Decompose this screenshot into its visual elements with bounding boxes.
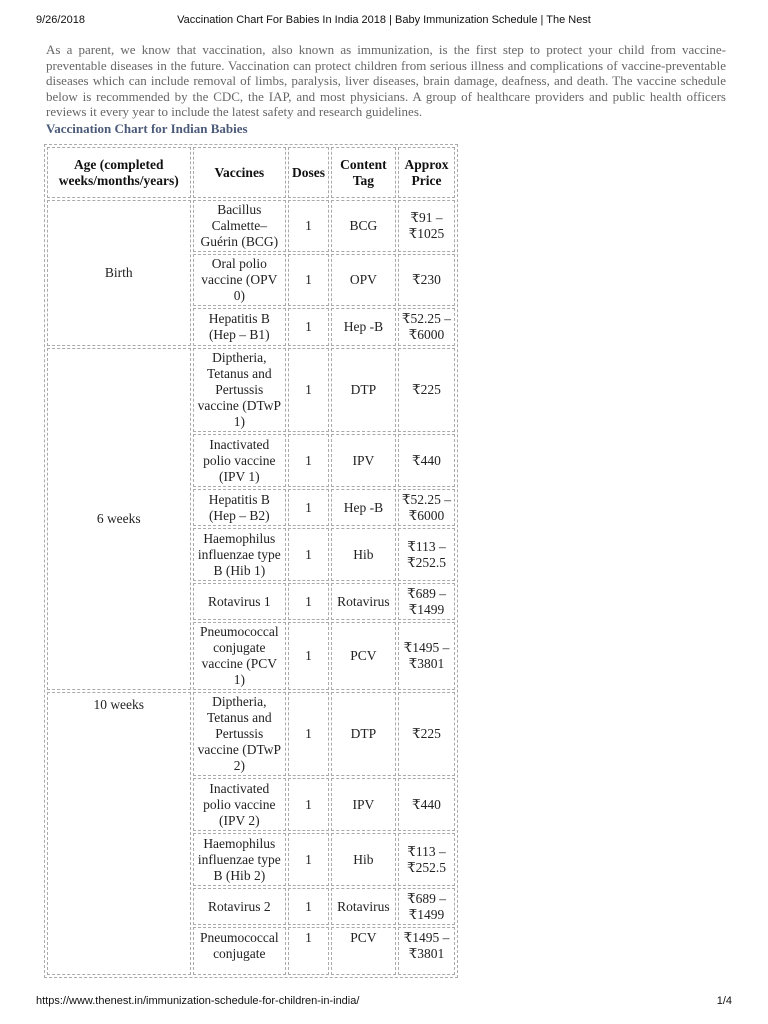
doses-cell: 1 bbox=[288, 200, 329, 252]
vaccine-cell: Rotavirus 2 bbox=[193, 888, 287, 925]
price-cell: ₹689 – ₹1499 bbox=[398, 888, 455, 925]
page-title: Vaccination Chart For Babies In India 2018 | Baby Immunization Schedule | The Nest bbox=[177, 14, 591, 26]
price-cell: ₹225 bbox=[398, 692, 455, 776]
doses-cell: 1 bbox=[288, 308, 329, 346]
table-header-row bbox=[47, 147, 455, 198]
tag-cell: DTP bbox=[331, 692, 396, 776]
tag-cell: OPV bbox=[331, 254, 396, 306]
price-cell: ₹440 bbox=[398, 778, 455, 831]
table-row bbox=[47, 200, 455, 252]
doses-cell: 1 bbox=[288, 833, 329, 886]
price-cell: ₹689 – ₹1499 bbox=[398, 583, 455, 620]
doses-cell: 1 bbox=[288, 692, 329, 776]
vaccination-table-container bbox=[44, 144, 460, 992]
price-cell: ₹230 bbox=[398, 254, 455, 306]
vaccine-cell: Diptheria, Tetanus and Pertussis vaccine (DTwP 2) bbox=[193, 692, 287, 776]
vaccine-cell: Inactivated polio vaccine (IPV 2) bbox=[193, 778, 287, 831]
price-cell: ₹1495 – ₹3801 bbox=[398, 622, 455, 690]
tag-cell: IPV bbox=[331, 778, 396, 831]
doses-cell: 1 bbox=[288, 348, 329, 432]
doses-cell: 1 bbox=[288, 927, 329, 975]
vaccination-table bbox=[44, 144, 458, 978]
source-url[interactable]: https://www.thenest.in/immunization-schedule-for-children-in-india/ bbox=[36, 995, 360, 1007]
vaccine-cell: Pneumococcal conjugate vaccine (PCV 1) bbox=[193, 622, 287, 690]
tag-cell: Rotavirus bbox=[331, 583, 396, 620]
tag-cell: Hib bbox=[331, 833, 396, 886]
page-number: 1/4 bbox=[716, 995, 732, 1007]
vaccine-cell: Inactivated polio vaccine (IPV 1) bbox=[193, 434, 287, 487]
header-age: Age (completed weeks/months/years) bbox=[47, 147, 191, 198]
intro-paragraph: As a parent, we know that vaccination, also known as immunization, is the first step to protect your child from vaccine-preventable diseases in the future. Vaccination can protect children from serious illness and complications of vaccine-preventable diseases which can include removal of limbs, paralysis, liver diseases, brain damage, deafness, and death. The vaccine schedule below is recommended by the CDC, the IAP, and most physicians. A group of healthcare providers and public health officers reviews it every year to include the latest safety and research guidelines. bbox=[46, 42, 726, 119]
vaccine-cell: Pneumococcal conjugate bbox=[193, 927, 287, 975]
vaccine-cell: Hepatitis B (Hep – B1) bbox=[193, 308, 287, 346]
vaccine-cell: Bacillus Calmette–Guérin (BCG) bbox=[193, 200, 287, 252]
age-cell: Birth bbox=[47, 200, 191, 346]
price-cell: ₹113 – ₹252.5 bbox=[398, 833, 455, 886]
tag-cell: Hib bbox=[331, 528, 396, 581]
vaccine-cell: Haemophilus influenzae type B (Hib 2) bbox=[193, 833, 287, 886]
price-cell: ₹91 – ₹1025 bbox=[398, 200, 455, 252]
vaccine-cell: Diptheria, Tetanus and Pertussis vaccine (DTwP 1) bbox=[193, 348, 287, 432]
tag-cell: IPV bbox=[331, 434, 396, 487]
vaccine-cell: Hepatitis B (Hep – B2) bbox=[193, 489, 287, 526]
page-footer bbox=[36, 995, 732, 1011]
tag-cell: PCV bbox=[331, 927, 396, 975]
tag-cell: Rotavirus bbox=[331, 888, 396, 925]
price-cell: ₹52.25 – ₹6000 bbox=[398, 308, 455, 346]
doses-cell: 1 bbox=[288, 778, 329, 831]
price-cell: ₹440 bbox=[398, 434, 455, 487]
tag-cell: PCV bbox=[331, 622, 396, 690]
vaccine-cell: Oral polio vaccine (OPV 0) bbox=[193, 254, 287, 306]
doses-cell: 1 bbox=[288, 254, 329, 306]
tag-cell: Hep -B bbox=[331, 308, 396, 346]
age-cell: 10 weeks bbox=[47, 692, 191, 975]
header-vaccines: Vaccines bbox=[193, 147, 287, 198]
header-content-tag: Content Tag bbox=[331, 147, 396, 198]
age-cell: 6 weeks bbox=[47, 348, 191, 690]
doses-cell: 1 bbox=[288, 489, 329, 526]
doses-cell: 1 bbox=[288, 622, 329, 690]
doses-cell: 1 bbox=[288, 528, 329, 581]
tag-cell: DTP bbox=[331, 348, 396, 432]
price-cell: ₹113 – ₹252.5 bbox=[398, 528, 455, 581]
doses-cell: 1 bbox=[288, 888, 329, 925]
table-row bbox=[47, 348, 455, 432]
doses-cell: 1 bbox=[288, 583, 329, 620]
tag-cell: Hep -B bbox=[331, 489, 396, 526]
price-cell: ₹1495 – ₹3801 bbox=[398, 927, 455, 975]
price-cell: ₹52.25 – ₹6000 bbox=[398, 489, 455, 526]
doses-cell: 1 bbox=[288, 434, 329, 487]
table-row bbox=[47, 692, 455, 776]
vaccine-cell: Haemophilus influenzae type B (Hib 1) bbox=[193, 528, 287, 581]
print-date: 9/26/2018 bbox=[36, 14, 85, 26]
header-approx-price: Approx Price bbox=[398, 147, 455, 198]
header-doses: Doses bbox=[288, 147, 329, 198]
tag-cell: BCG bbox=[331, 200, 396, 252]
vaccine-cell: Rotavirus 1 bbox=[193, 583, 287, 620]
section-heading: Vaccination Chart for Indian Babies bbox=[46, 121, 248, 136]
price-cell: ₹225 bbox=[398, 348, 455, 432]
page-header bbox=[36, 14, 732, 30]
